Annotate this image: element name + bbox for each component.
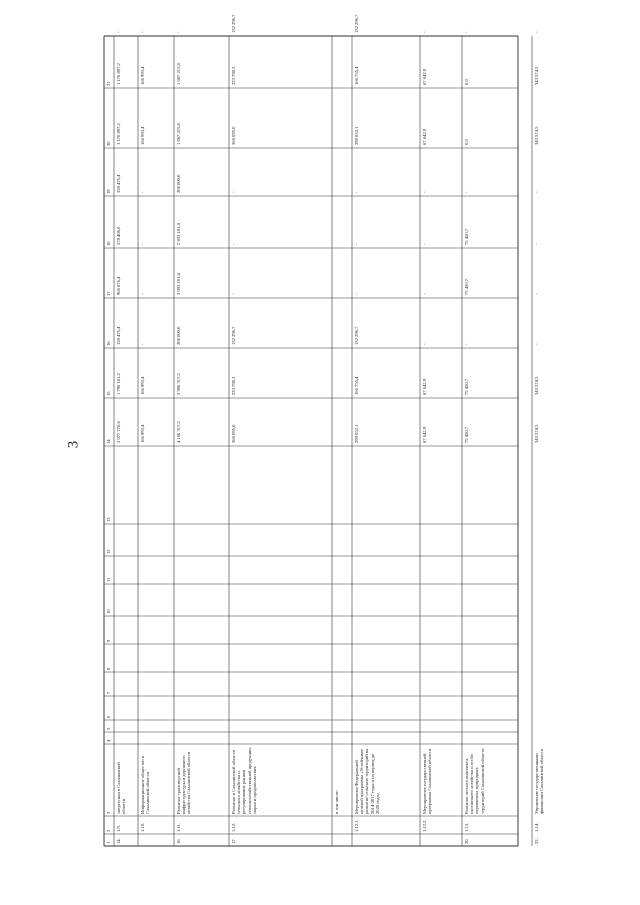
cell-value: 75 450,7 bbox=[464, 426, 469, 443]
cell-value: 3 900 317,2 bbox=[176, 373, 181, 395]
cell-value: - bbox=[422, 243, 427, 245]
cell-value: 166 755,4 bbox=[354, 66, 359, 85]
column-number-4: 4 bbox=[106, 739, 111, 742]
cell-value: 260 000,0 bbox=[176, 326, 181, 345]
row-code: 1.9. bbox=[116, 825, 121, 832]
cell-value: 343 574,5 bbox=[534, 424, 539, 443]
cell-value: 0,0 bbox=[464, 79, 469, 85]
cell-value: 132 296,7 bbox=[231, 326, 236, 345]
cell-value: 67 042,9 bbox=[422, 128, 427, 145]
column-number-16: 16 bbox=[106, 341, 111, 346]
cell-value: - bbox=[140, 293, 145, 295]
row-code: 1.12.2. bbox=[422, 819, 427, 832]
row-number: 23. bbox=[534, 838, 539, 844]
column-number-12: 12 bbox=[106, 549, 111, 554]
cell-value: - bbox=[140, 191, 145, 193]
cell-value: - bbox=[534, 243, 539, 245]
column-number-17: 17 bbox=[106, 291, 111, 296]
row-code: 1.12. bbox=[231, 822, 236, 832]
column-number-13: 13 bbox=[106, 517, 111, 522]
cell-value: 4 160 317,2 bbox=[176, 421, 181, 443]
cell-value: 166 993,4 bbox=[140, 126, 145, 145]
cell-value: 132 296,7 bbox=[354, 14, 359, 33]
cell-value: 343 574,5 bbox=[534, 66, 539, 85]
cell-value: 2 077 776,6 bbox=[116, 421, 121, 443]
column-number-7: 7 bbox=[106, 691, 111, 694]
cell-value: - bbox=[464, 191, 469, 193]
cell-value: 75 450,7 bbox=[464, 378, 469, 395]
cell-value: 343 574,5 bbox=[534, 376, 539, 395]
cell-value: 2 833 101,4 bbox=[176, 223, 181, 245]
cell-value: 1 170 897,2 bbox=[116, 123, 121, 145]
budget-table bbox=[104, 14, 545, 846]
cell-value: - bbox=[534, 191, 539, 193]
column-number-20: 20 bbox=[106, 141, 111, 146]
cell-value: - bbox=[464, 31, 469, 33]
column-number-19: 19 bbox=[106, 189, 111, 194]
cell-value: - bbox=[176, 31, 181, 33]
cell-value: 166 755,4 bbox=[354, 376, 359, 395]
row-title: Развитие в Сахалинской области сельского хозяйства и регулирование рынков сельскохозяйственной продукции, сырья и продовольствия bbox=[231, 747, 257, 814]
cell-value: - bbox=[231, 243, 236, 245]
cell-value: 233 798,3 bbox=[231, 66, 236, 85]
column-number-18: 18 bbox=[106, 241, 111, 246]
table-grid-lines bbox=[104, 36, 518, 846]
row-number: 14. bbox=[116, 838, 121, 844]
column-number-14: 14 bbox=[106, 439, 111, 444]
cell-value: 299 052,1 bbox=[354, 126, 359, 145]
cell-value: - bbox=[534, 293, 539, 295]
cell-value: - bbox=[140, 31, 145, 33]
row-title: Информационное общество в Сахалинской области bbox=[140, 756, 151, 814]
row-title: Развитие транспортной инфраструктуры и дорожного хозяйства Сахалинской области bbox=[176, 751, 192, 814]
cell-value: 75 450,7 bbox=[464, 228, 469, 245]
cell-value: 343 574,5 bbox=[534, 126, 539, 145]
cell-value: 578 406,0 bbox=[116, 226, 121, 245]
cell-value: - bbox=[464, 343, 469, 345]
cell-value: 132 296,7 bbox=[231, 14, 236, 33]
cell-value: 128 475,4 bbox=[116, 326, 121, 345]
cell-value: 299 052,1 bbox=[354, 424, 359, 443]
cell-value: 366 095,0 bbox=[231, 424, 236, 443]
cell-value: 233 798,3 bbox=[231, 376, 236, 395]
column-number-15: 15 bbox=[106, 391, 111, 396]
cell-value: 75 450,7 bbox=[464, 278, 469, 295]
cell-value: 67 042,9 bbox=[422, 426, 427, 443]
cell-value: 67 042,9 bbox=[422, 378, 427, 395]
cell-value: - bbox=[534, 31, 539, 33]
cell-value: 67 042,9 bbox=[422, 68, 427, 85]
row-number: 16. bbox=[176, 838, 181, 844]
page-number: 3 bbox=[65, 440, 82, 449]
column-number-5: 5 bbox=[106, 727, 111, 730]
column-number-2: 2 bbox=[106, 829, 111, 832]
cell-value: 260 000,0 bbox=[176, 174, 181, 193]
cell-value: - bbox=[354, 243, 359, 245]
row-code: 1.12.1. bbox=[354, 819, 359, 832]
row-code: 1.10. bbox=[140, 822, 145, 832]
cell-value: 1 790 101,2 bbox=[116, 373, 121, 395]
cell-value: 328 475,4 bbox=[116, 174, 121, 193]
cell-value: 1 067 215,8 bbox=[176, 123, 181, 145]
column-number-6: 6 bbox=[106, 715, 111, 718]
cell-value: 166 993,4 bbox=[140, 424, 145, 443]
cell-value: 3 093 101,4 bbox=[176, 273, 181, 295]
column-number-3: 3 bbox=[106, 811, 111, 814]
cell-value: - bbox=[422, 293, 427, 295]
row-number: 20. bbox=[464, 838, 469, 844]
row-title: энергетики в Сахалинской области bbox=[116, 762, 127, 814]
row-title: Управление государственными финансами Сахалинской области bbox=[534, 749, 545, 814]
cell-value: 1 067 215,8 bbox=[176, 63, 181, 85]
cell-value: - bbox=[422, 191, 427, 193]
column-number-9: 9 bbox=[106, 639, 111, 642]
row-code: 1.11. bbox=[176, 822, 181, 832]
cell-value: - bbox=[140, 343, 145, 345]
cell-value: - bbox=[354, 293, 359, 295]
row-number: 17. bbox=[231, 838, 236, 844]
cell-value: - bbox=[422, 343, 427, 345]
cell-value: 966 876,4 bbox=[116, 276, 121, 295]
row-code: 1.14. bbox=[534, 822, 539, 832]
cell-value: 366 095,0 bbox=[231, 126, 236, 145]
cell-value: 0,0 bbox=[464, 139, 469, 145]
cell-value: - bbox=[422, 31, 427, 33]
cell-value: 166 993,4 bbox=[140, 66, 145, 85]
cell-value: - bbox=[354, 191, 359, 193]
cell-value: 1 170 897,2 bbox=[116, 63, 121, 85]
row-title: Развитие лесного комплекса, охотничьего хозяйства и особо охраняемых природных территорий Сахалинской области bbox=[464, 748, 485, 814]
cell-value: 132 296,7 bbox=[354, 326, 359, 345]
row-title: в том числе: bbox=[334, 790, 339, 814]
cell-value: - bbox=[534, 343, 539, 345]
column-number-21: 21 bbox=[106, 81, 111, 86]
cell-value: 166 993,4 bbox=[140, 376, 145, 395]
column-number-11: 11 bbox=[106, 577, 111, 582]
row-title: Мероприятия Федеральной целевой программы «Устойчивое развитие сельских территорий на 2014-2017 годы и на период до 2020 года» bbox=[354, 748, 380, 814]
cell-value: - bbox=[231, 293, 236, 295]
cell-value: - bbox=[116, 31, 121, 33]
row-title: Мероприятия государственной программы Сахалинской области bbox=[422, 748, 433, 814]
cell-value: - bbox=[140, 243, 145, 245]
column-number-10: 10 bbox=[106, 609, 111, 614]
cell-value: - bbox=[231, 191, 236, 193]
row-code: 1.13. bbox=[464, 822, 469, 832]
column-number-8: 8 bbox=[106, 667, 111, 670]
column-number-1: 1 bbox=[106, 841, 111, 844]
